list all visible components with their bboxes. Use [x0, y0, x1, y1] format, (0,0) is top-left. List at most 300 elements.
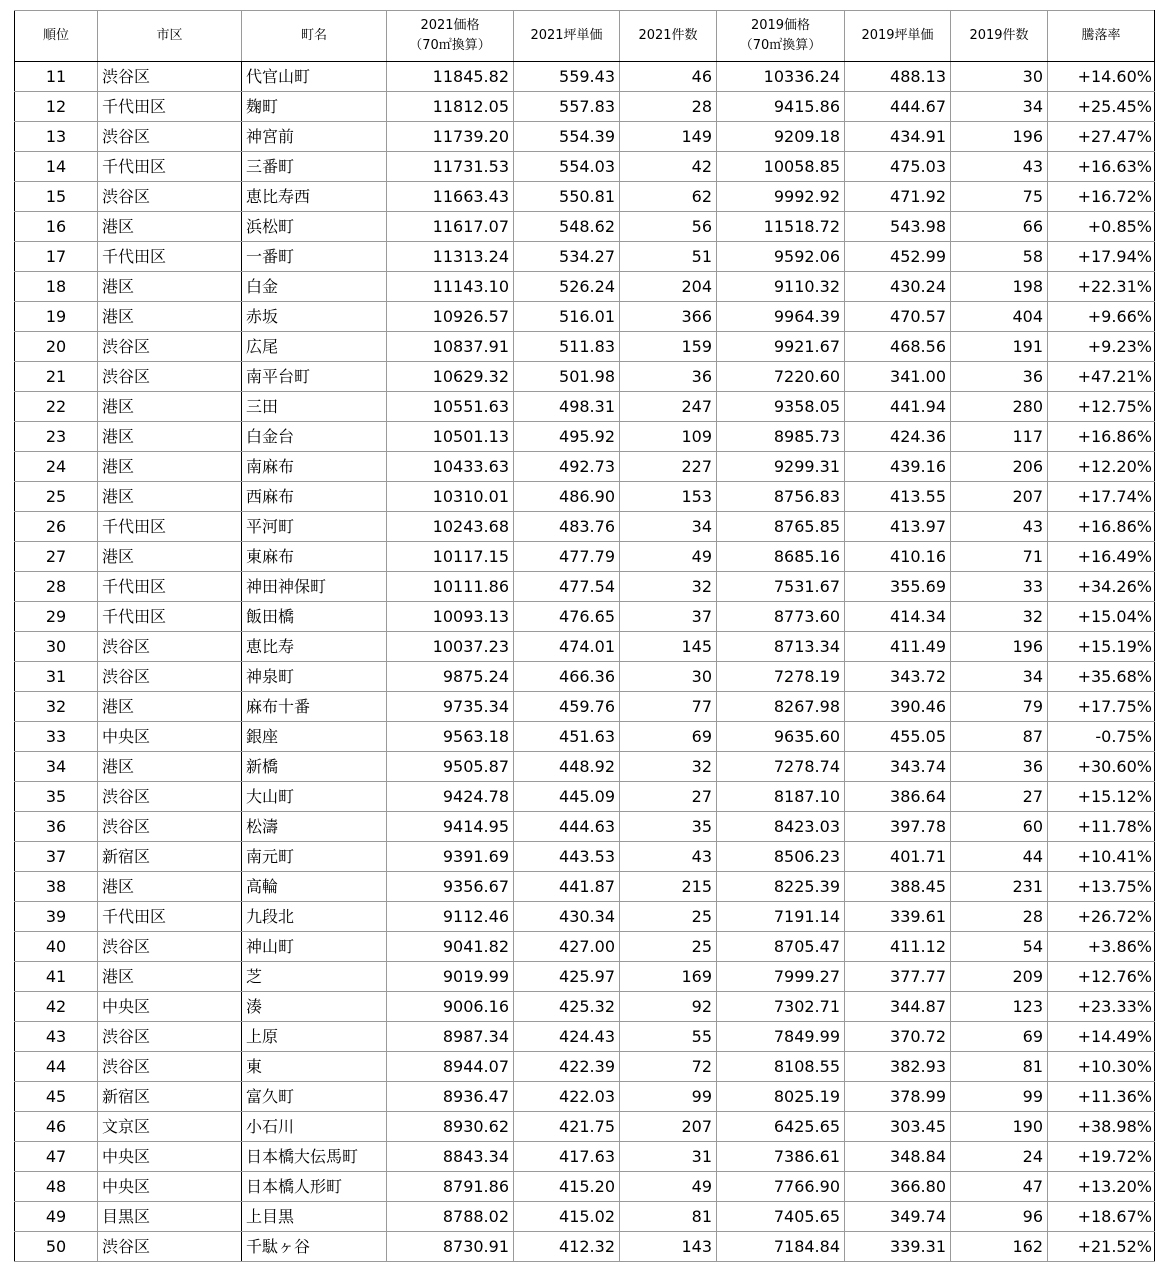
change-rate-cell: +15.04%	[1048, 602, 1155, 632]
table-row	[15, 482, 1155, 512]
town-cell: 神山町	[242, 932, 387, 962]
price-2019-cell: 10336.24	[717, 62, 845, 92]
tsubo-price-2021-cell: 415.20	[514, 1172, 620, 1202]
town-cell: 新橋	[242, 752, 387, 782]
rank-cell: 49	[15, 1202, 98, 1232]
price-2021-cell: 10037.23	[387, 632, 514, 662]
rank-cell: 45	[15, 1082, 98, 1112]
tsubo-price-2021-cell: 427.00	[514, 932, 620, 962]
tsubo-price-2019-cell: 343.72	[845, 662, 951, 692]
ward-cell: 中央区	[98, 1172, 242, 1202]
town-cell: 三番町	[242, 152, 387, 182]
tsubo-price-2019-cell: 341.00	[845, 362, 951, 392]
count-2021-cell: 109	[620, 422, 717, 452]
ward-cell: 港区	[98, 302, 242, 332]
tsubo-price-2019-cell: 413.55	[845, 482, 951, 512]
ward-cell: 港区	[98, 752, 242, 782]
price-2019-cell: 7386.61	[717, 1142, 845, 1172]
tsubo-price-2019-cell: 439.16	[845, 452, 951, 482]
count-2019-cell: 43	[951, 152, 1048, 182]
count-2019-cell: 191	[951, 332, 1048, 362]
table-body	[15, 62, 1155, 1262]
rank-cell: 13	[15, 122, 98, 152]
rank-cell: 11	[15, 62, 98, 92]
price-2021-header-line: 2021価格	[420, 18, 480, 33]
town-cell: 赤坂	[242, 302, 387, 332]
change-rate-cell: +16.72%	[1048, 182, 1155, 212]
rank-cell: 22	[15, 392, 98, 422]
tsubo-price-2021-cell: 459.76	[514, 692, 620, 722]
ward-cell: 港区	[98, 872, 242, 902]
change-rate-cell: +17.94%	[1048, 242, 1155, 272]
ward-cell: 渋谷区	[98, 632, 242, 662]
ranking-table	[14, 10, 1155, 1262]
rank-cell: 36	[15, 812, 98, 842]
count-2021-cell: 169	[620, 962, 717, 992]
price-2021-cell: 9424.78	[387, 782, 514, 812]
tsubo-price-2019-cell: 411.12	[845, 932, 951, 962]
rank-cell: 38	[15, 872, 98, 902]
town-header	[242, 11, 387, 62]
town-cell: 松濤	[242, 812, 387, 842]
count-2021-cell: 149	[620, 122, 717, 152]
tsubo-price-2021-cell: 417.63	[514, 1142, 620, 1172]
tsubo-price-2019-cell: 411.49	[845, 632, 951, 662]
count-2019-cell: 32	[951, 602, 1048, 632]
count-2019-cell: 27	[951, 782, 1048, 812]
price-2021-cell: 8930.62	[387, 1112, 514, 1142]
ward-cell: 渋谷区	[98, 662, 242, 692]
tsubo-price-2021-cell: 516.01	[514, 302, 620, 332]
town-cell: 南元町	[242, 842, 387, 872]
price-2021-cell: 8987.34	[387, 1022, 514, 1052]
ward-cell: 文京区	[98, 1112, 242, 1142]
price-2019-cell: 11518.72	[717, 212, 845, 242]
count-2021-cell: 30	[620, 662, 717, 692]
count-2019-cell: 198	[951, 272, 1048, 302]
town-cell: 浜松町	[242, 212, 387, 242]
rank-cell: 29	[15, 602, 98, 632]
tsubo-price-2021-cell: 495.92	[514, 422, 620, 452]
price-2021-cell: 8791.86	[387, 1172, 514, 1202]
ward-cell: 渋谷区	[98, 1052, 242, 1082]
count-2019-cell: 58	[951, 242, 1048, 272]
town-cell: 東	[242, 1052, 387, 1082]
tsubo-price-2021-cell: 421.75	[514, 1112, 620, 1142]
tsubo-price-2021-cell: 451.63	[514, 722, 620, 752]
tsubo-price-2019-cell: 366.80	[845, 1172, 951, 1202]
price-2021-cell: 11812.05	[387, 92, 514, 122]
price-2021-cell: 9563.18	[387, 722, 514, 752]
price-2019-cell: 7302.71	[717, 992, 845, 1022]
rank-cell: 25	[15, 482, 98, 512]
table-row	[15, 152, 1155, 182]
change-rate-cell: +11.78%	[1048, 812, 1155, 842]
table-row	[15, 92, 1155, 122]
ward-cell: 渋谷区	[98, 812, 242, 842]
ward-cell: 港区	[98, 962, 242, 992]
price-2021-cell: 8788.02	[387, 1202, 514, 1232]
rank-cell: 43	[15, 1022, 98, 1052]
tsubo-price-2021-cell: 425.32	[514, 992, 620, 1022]
count-2021-cell: 62	[620, 182, 717, 212]
price-2021-cell: 10501.13	[387, 422, 514, 452]
count-2021-cell: 35	[620, 812, 717, 842]
town-cell: 芝	[242, 962, 387, 992]
change-rate-cell: +21.52%	[1048, 1232, 1155, 1262]
count-2019-cell: 117	[951, 422, 1048, 452]
table-row	[15, 602, 1155, 632]
table-row	[15, 332, 1155, 362]
table-row	[15, 632, 1155, 662]
table-row	[15, 1172, 1155, 1202]
count-2019-header	[951, 11, 1048, 62]
price-2019-cell: 7278.74	[717, 752, 845, 782]
table-row	[15, 902, 1155, 932]
price-2021-cell: 11313.24	[387, 242, 514, 272]
price-2019-cell: 7278.19	[717, 662, 845, 692]
table-row	[15, 62, 1155, 92]
price-2019-cell: 9921.67	[717, 332, 845, 362]
price-2021-cell: 9112.46	[387, 902, 514, 932]
count-2019-cell: 34	[951, 662, 1048, 692]
rank-header-line: 順位	[42, 28, 69, 43]
table-row	[15, 812, 1155, 842]
count-2021-cell: 204	[620, 272, 717, 302]
rank-cell: 32	[15, 692, 98, 722]
table-row	[15, 212, 1155, 242]
town-cell: 西麻布	[242, 482, 387, 512]
table-row	[15, 1052, 1155, 1082]
change-rate-cell: +13.75%	[1048, 872, 1155, 902]
table-row	[15, 182, 1155, 212]
count-2019-cell: 280	[951, 392, 1048, 422]
price-2021-header	[387, 11, 514, 62]
rank-cell: 12	[15, 92, 98, 122]
change-rate-cell: +15.12%	[1048, 782, 1155, 812]
tsubo-price-2019-cell: 441.94	[845, 392, 951, 422]
count-2019-cell: 24	[951, 1142, 1048, 1172]
town-cell: 神田神保町	[242, 572, 387, 602]
count-2021-cell: 51	[620, 242, 717, 272]
town-cell: 神宮前	[242, 122, 387, 152]
table-row	[15, 932, 1155, 962]
price-2019-cell: 8713.34	[717, 632, 845, 662]
tsubo-price-2021-cell: 422.03	[514, 1082, 620, 1112]
count-2019-cell: 34	[951, 92, 1048, 122]
count-2019-cell: 36	[951, 362, 1048, 392]
count-2019-cell: 209	[951, 962, 1048, 992]
town-cell: 千駄ヶ谷	[242, 1232, 387, 1262]
town-cell: 南平台町	[242, 362, 387, 392]
change-rate-cell: +14.49%	[1048, 1022, 1155, 1052]
ward-cell: 港区	[98, 452, 242, 482]
price-2021-cell: 8944.07	[387, 1052, 514, 1082]
count-2021-cell: 77	[620, 692, 717, 722]
tsubo-price-2019-cell: 414.34	[845, 602, 951, 632]
ward-cell: 新宿区	[98, 1082, 242, 1112]
town-cell: 日本橋大伝馬町	[242, 1142, 387, 1172]
town-cell: 恵比寿西	[242, 182, 387, 212]
tsubo-price-2021-cell: 477.79	[514, 542, 620, 572]
price-2021-cell: 8936.47	[387, 1082, 514, 1112]
rank-cell: 37	[15, 842, 98, 872]
change-rate-cell: +12.76%	[1048, 962, 1155, 992]
change-rate-cell: +0.85%	[1048, 212, 1155, 242]
price-2019-cell: 9964.39	[717, 302, 845, 332]
tsubo-price-2019-cell: 475.03	[845, 152, 951, 182]
count-2021-cell: 207	[620, 1112, 717, 1142]
change-rate-cell: +13.20%	[1048, 1172, 1155, 1202]
ward-header-line: 市区	[156, 28, 183, 43]
tsubo-price-2019-cell: 397.78	[845, 812, 951, 842]
count-2021-cell: 159	[620, 332, 717, 362]
count-2019-cell: 66	[951, 212, 1048, 242]
tsubo-price-2019-cell: 430.24	[845, 272, 951, 302]
change-rate-cell: +10.30%	[1048, 1052, 1155, 1082]
count-2019-cell: 206	[951, 452, 1048, 482]
price-2021-cell: 9391.69	[387, 842, 514, 872]
count-2021-cell: 34	[620, 512, 717, 542]
change-rate-cell: +34.26%	[1048, 572, 1155, 602]
count-2019-cell: 69	[951, 1022, 1048, 1052]
table-row	[15, 722, 1155, 752]
ward-cell: 港区	[98, 422, 242, 452]
tsubo-price-2019-cell: 413.97	[845, 512, 951, 542]
rank-cell: 14	[15, 152, 98, 182]
price-2019-cell: 7184.84	[717, 1232, 845, 1262]
tsubo-price-2021-cell: 554.03	[514, 152, 620, 182]
town-cell: 広尾	[242, 332, 387, 362]
count-2019-cell: 87	[951, 722, 1048, 752]
count-2021-cell: 28	[620, 92, 717, 122]
count-2019-cell: 75	[951, 182, 1048, 212]
tsubo-price-2021-cell: 526.24	[514, 272, 620, 302]
tsubo-price-2019-cell: 401.71	[845, 842, 951, 872]
price-2019-cell: 7766.90	[717, 1172, 845, 1202]
tsubo-price-2021-cell: 430.34	[514, 902, 620, 932]
ward-header	[98, 11, 242, 62]
count-2021-cell: 69	[620, 722, 717, 752]
ward-cell: 千代田区	[98, 92, 242, 122]
ward-cell: 中央区	[98, 1142, 242, 1172]
table-row	[15, 392, 1155, 422]
ward-cell: 港区	[98, 392, 242, 422]
tsubo-price-2019-cell: 543.98	[845, 212, 951, 242]
table-row	[15, 692, 1155, 722]
town-cell: 代官山町	[242, 62, 387, 92]
count-2021-cell: 27	[620, 782, 717, 812]
tsubo-price-2019-cell: 370.72	[845, 1022, 951, 1052]
ward-cell: 千代田区	[98, 152, 242, 182]
rank-cell: 20	[15, 332, 98, 362]
table-row	[15, 752, 1155, 782]
price-2021-cell: 10093.13	[387, 602, 514, 632]
table-row	[15, 422, 1155, 452]
price-2019-cell: 8685.16	[717, 542, 845, 572]
count-2019-cell: 47	[951, 1172, 1048, 1202]
change-rate-cell: +16.86%	[1048, 512, 1155, 542]
count-2019-cell: 36	[951, 752, 1048, 782]
change-rate-header-line: 騰落率	[1081, 28, 1121, 43]
tsubo-price-2021-cell: 445.09	[514, 782, 620, 812]
change-rate-cell: +16.49%	[1048, 542, 1155, 572]
town-cell: 銀座	[242, 722, 387, 752]
change-rate-cell: +17.75%	[1048, 692, 1155, 722]
count-2021-cell: 42	[620, 152, 717, 182]
rank-cell: 40	[15, 932, 98, 962]
town-cell: 富久町	[242, 1082, 387, 1112]
count-2019-cell: 196	[951, 632, 1048, 662]
ward-cell: 渋谷区	[98, 122, 242, 152]
tsubo-price-2021-cell: 498.31	[514, 392, 620, 422]
town-cell: 恵比寿	[242, 632, 387, 662]
rank-cell: 47	[15, 1142, 98, 1172]
tsubo-price-2021-cell: 422.39	[514, 1052, 620, 1082]
table-row	[15, 122, 1155, 152]
tsubo-price-2019-header-line: 2019坪単価	[861, 28, 934, 43]
price-2019-cell: 7849.99	[717, 1022, 845, 1052]
price-2019-cell: 7220.60	[717, 362, 845, 392]
ward-cell: 港区	[98, 272, 242, 302]
rank-cell: 33	[15, 722, 98, 752]
table-row	[15, 1142, 1155, 1172]
town-cell: 白金	[242, 272, 387, 302]
price-2019-cell: 9209.18	[717, 122, 845, 152]
count-2021-cell: 56	[620, 212, 717, 242]
price-2019-cell: 8756.83	[717, 482, 845, 512]
count-2021-cell: 37	[620, 602, 717, 632]
count-2019-cell: 44	[951, 842, 1048, 872]
price-2019-cell: 8267.98	[717, 692, 845, 722]
table-row	[15, 872, 1155, 902]
price-2019-header-line: 2019価格	[750, 18, 811, 33]
tsubo-price-2019-cell: 434.91	[845, 122, 951, 152]
ward-cell: 中央区	[98, 722, 242, 752]
table-row	[15, 302, 1155, 332]
change-rate-cell: +10.41%	[1048, 842, 1155, 872]
tsubo-price-2021-cell: 550.81	[514, 182, 620, 212]
town-cell: 麻布十番	[242, 692, 387, 722]
tsubo-price-2019-cell: 355.69	[845, 572, 951, 602]
price-2019-header	[717, 11, 845, 62]
rank-cell: 42	[15, 992, 98, 1022]
table-row	[15, 992, 1155, 1022]
ward-cell: 港区	[98, 542, 242, 572]
count-2019-cell: 81	[951, 1052, 1048, 1082]
tsubo-price-2021-cell: 448.92	[514, 752, 620, 782]
price-2021-cell: 10433.63	[387, 452, 514, 482]
count-2019-cell: 123	[951, 992, 1048, 1022]
count-2019-cell: 30	[951, 62, 1048, 92]
tsubo-price-2021-cell: 501.98	[514, 362, 620, 392]
rank-cell: 35	[15, 782, 98, 812]
count-2021-cell: 46	[620, 62, 717, 92]
tsubo-price-2021-cell: 483.76	[514, 512, 620, 542]
change-rate-cell: +19.72%	[1048, 1142, 1155, 1172]
tsubo-price-2019-cell: 424.36	[845, 422, 951, 452]
table-row	[15, 1202, 1155, 1232]
rank-cell: 34	[15, 752, 98, 782]
count-2021-header	[620, 11, 717, 62]
price-2019-cell: 7405.65	[717, 1202, 845, 1232]
table-row	[15, 572, 1155, 602]
rank-header	[15, 11, 98, 62]
tsubo-price-2021-cell: 474.01	[514, 632, 620, 662]
tsubo-price-2021-cell: 534.27	[514, 242, 620, 272]
count-2019-cell: 96	[951, 1202, 1048, 1232]
price-2021-cell: 9019.99	[387, 962, 514, 992]
price-2021-cell: 11731.53	[387, 152, 514, 182]
table-row	[15, 662, 1155, 692]
count-2021-cell: 81	[620, 1202, 717, 1232]
price-2021-cell: 10926.57	[387, 302, 514, 332]
ward-cell: 千代田区	[98, 602, 242, 632]
tsubo-price-2019-cell: 339.31	[845, 1232, 951, 1262]
table-row	[15, 1022, 1155, 1052]
tsubo-price-2021-header	[514, 11, 620, 62]
count-2021-cell: 49	[620, 542, 717, 572]
change-rate-cell: -0.75%	[1048, 722, 1155, 752]
town-cell: 九段北	[242, 902, 387, 932]
count-2021-cell: 72	[620, 1052, 717, 1082]
tsubo-price-2019-cell: 468.56	[845, 332, 951, 362]
rank-cell: 27	[15, 542, 98, 572]
tsubo-price-2021-cell: 557.83	[514, 92, 620, 122]
ward-cell: 渋谷区	[98, 1022, 242, 1052]
tsubo-price-2019-cell: 349.74	[845, 1202, 951, 1232]
count-2019-cell: 60	[951, 812, 1048, 842]
table-row	[15, 272, 1155, 302]
ward-cell: 港区	[98, 212, 242, 242]
tsubo-price-2019-cell: 303.45	[845, 1112, 951, 1142]
table-row	[15, 782, 1155, 812]
tsubo-price-2021-cell: 466.36	[514, 662, 620, 692]
count-2021-cell: 32	[620, 572, 717, 602]
rank-cell: 16	[15, 212, 98, 242]
tsubo-price-2021-cell: 477.54	[514, 572, 620, 602]
change-rate-cell: +35.68%	[1048, 662, 1155, 692]
rank-cell: 39	[15, 902, 98, 932]
ward-cell: 渋谷区	[98, 182, 242, 212]
rank-cell: 21	[15, 362, 98, 392]
price-2019-cell: 8187.10	[717, 782, 845, 812]
tsubo-price-2019-header	[845, 11, 951, 62]
price-2021-cell: 8730.91	[387, 1232, 514, 1262]
change-rate-cell: +47.21%	[1048, 362, 1155, 392]
table-row	[15, 1232, 1155, 1262]
rank-cell: 44	[15, 1052, 98, 1082]
count-2021-cell: 215	[620, 872, 717, 902]
price-2021-cell: 11617.07	[387, 212, 514, 242]
price-2019-cell: 9992.92	[717, 182, 845, 212]
price-2019-cell: 8705.47	[717, 932, 845, 962]
tsubo-price-2021-cell: 554.39	[514, 122, 620, 152]
change-rate-cell: +38.98%	[1048, 1112, 1155, 1142]
table-row	[15, 242, 1155, 272]
ward-cell: 千代田区	[98, 242, 242, 272]
rank-cell: 41	[15, 962, 98, 992]
count-2019-cell: 33	[951, 572, 1048, 602]
rank-cell: 30	[15, 632, 98, 662]
count-2021-cell: 227	[620, 452, 717, 482]
price-2021-cell: 10243.68	[387, 512, 514, 542]
header-row	[15, 11, 1155, 62]
rank-cell: 46	[15, 1112, 98, 1142]
ward-cell: 渋谷区	[98, 932, 242, 962]
count-2019-cell: 99	[951, 1082, 1048, 1112]
tsubo-price-2019-cell: 382.93	[845, 1052, 951, 1082]
